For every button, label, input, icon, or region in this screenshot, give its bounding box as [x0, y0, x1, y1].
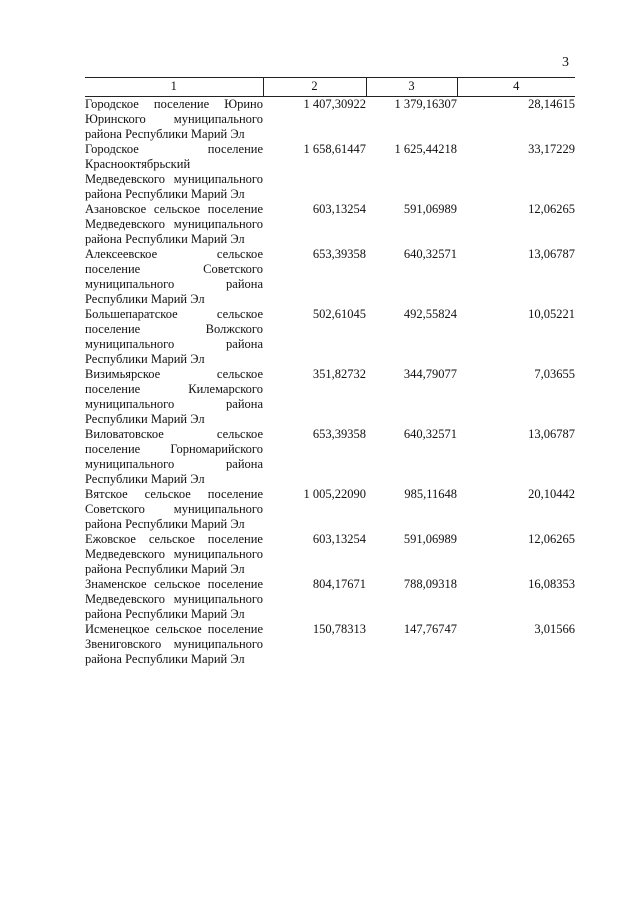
value-column-2-cell: 351,82732	[312, 367, 366, 381]
value-column-2-cell: 653,39358	[312, 247, 366, 261]
value-column-3-cell: 344,79077	[403, 367, 457, 381]
value-column-2-cell: 804,17671	[312, 577, 366, 591]
value-column-2-cell: 150,78313	[312, 622, 366, 636]
value-column-4-cell: 10,05221	[528, 307, 575, 321]
value-column-3-cell: 591,06989	[403, 202, 457, 216]
value-column-3-cell: 1 625,44218	[394, 142, 457, 156]
table-row	[85, 307, 575, 367]
table-row	[85, 487, 575, 532]
value-column-4-cell: 28,14615	[528, 97, 575, 111]
settlement-name-cell: Исменецкое сельское поселение Звениговского муниципального района Республики Марий Эл	[85, 622, 263, 666]
value-column-4-cell: 3,01566	[534, 622, 575, 636]
table-row	[85, 622, 575, 667]
value-column-4-cell: 33,17229	[528, 142, 575, 156]
allocation-table	[85, 77, 575, 667]
settlement-name-cell: Большепаратское сельское поселение Волжского муниципального района Республики Марий Эл	[85, 307, 263, 366]
table-row	[85, 577, 575, 622]
value-column-2-cell: 1 407,30922	[303, 97, 366, 111]
value-column-2-cell: 653,39358	[312, 427, 366, 441]
value-column-4-cell: 12,06265	[528, 202, 575, 216]
settlement-name-cell: Виловатовское сельское поселение Горномарийского муниципального района Республики Марий Эл	[85, 427, 263, 486]
value-column-3-cell: 640,32571	[403, 427, 457, 441]
settlement-name-cell: Алексеевское сельское поселение Советского муниципального района Республики Марий Эл	[85, 247, 263, 306]
table-row	[85, 142, 575, 202]
settlement-name-cell: Визимьярское сельское поселение Килемарского муниципального района Республики Марий Эл	[85, 367, 263, 426]
table-row	[85, 202, 575, 247]
value-column-2-cell: 502,61045	[312, 307, 366, 321]
column-header-2: 2	[263, 78, 366, 97]
settlement-name-cell: Городское поселение Юрино Юринского муниципального района Республики Марий Эл	[85, 97, 263, 141]
table-row	[85, 427, 575, 487]
settlement-name-cell: Ежовское сельское поселение Медведевского муниципального района Республики Марий Эл	[85, 532, 263, 576]
value-column-4-cell: 16,08353	[528, 577, 575, 591]
table-row	[85, 247, 575, 307]
column-header-3: 3	[366, 78, 457, 97]
table-row	[85, 532, 575, 577]
value-column-4-cell: 12,06265	[528, 532, 575, 546]
settlement-name-cell: Знаменское сельское поселение Медведевского муниципального района Республики Марий Эл	[85, 577, 263, 621]
column-header-4: 4	[457, 78, 575, 97]
value-column-4-cell: 13,06787	[528, 247, 575, 261]
value-column-2-cell: 1 005,22090	[303, 487, 366, 501]
value-column-3-cell: 591,06989	[403, 532, 457, 546]
value-column-2-cell: 1 658,61447	[303, 142, 366, 156]
table-header-row	[85, 78, 575, 97]
page-number: 3	[562, 55, 569, 70]
settlement-name-cell: Вятское сельское поселение Советского муниципального района Республики Марий Эл	[85, 487, 263, 531]
value-column-3-cell: 985,11648	[404, 487, 457, 501]
value-column-2-cell: 603,13254	[312, 532, 366, 546]
value-column-3-cell: 147,76747	[403, 622, 457, 636]
settlement-name-cell: Городское поселение Краснооктябрьский Медведевского муниципального района Республики Марий Эл	[85, 142, 263, 201]
value-column-3-cell: 492,55824	[403, 307, 457, 321]
value-column-4-cell: 7,03655	[534, 367, 575, 381]
column-header-1: 1	[85, 78, 263, 97]
value-column-4-cell: 20,10442	[528, 487, 575, 501]
value-column-4-cell: 13,06787	[528, 427, 575, 441]
value-column-2-cell: 603,13254	[312, 202, 366, 216]
table-row	[85, 367, 575, 427]
value-column-3-cell: 788,09318	[403, 577, 457, 591]
table-row	[85, 97, 575, 143]
value-column-3-cell: 640,32571	[403, 247, 457, 261]
settlement-name-cell: Азановское сельское поселение Медведевского муниципального района Республики Марий Эл	[85, 202, 263, 246]
value-column-3-cell: 1 379,16307	[394, 97, 457, 111]
table-body	[85, 97, 575, 668]
